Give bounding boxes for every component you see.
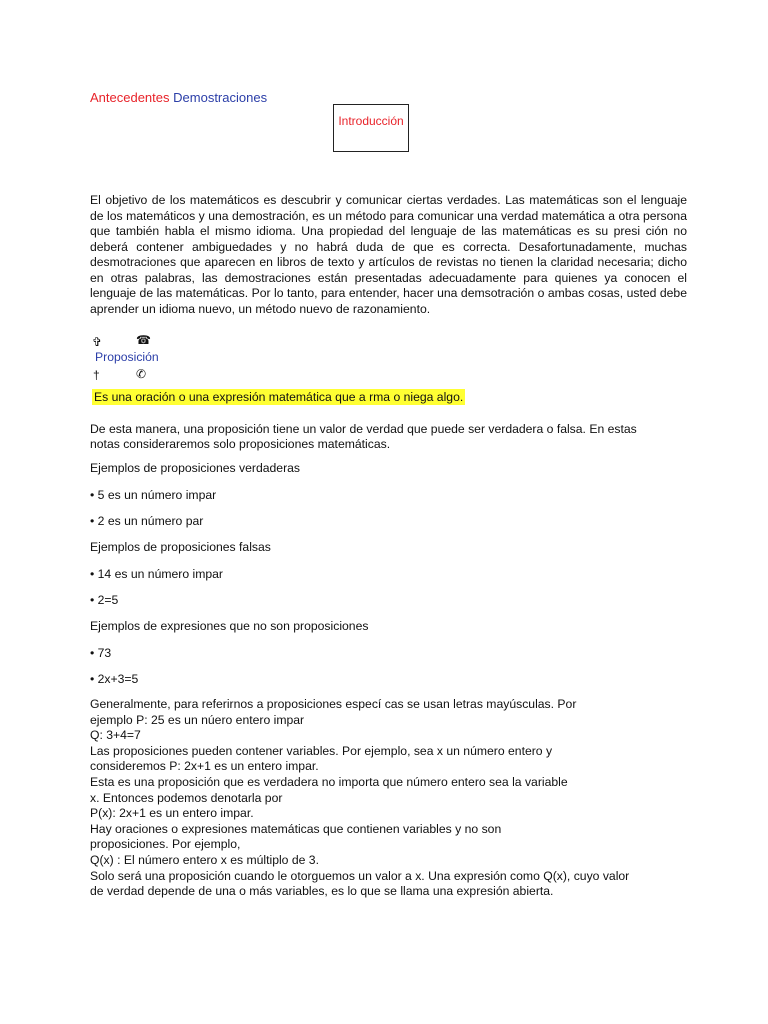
text-line: Generalmente, para referirnos a proposiciones especí cas se usan letras mayúsculas. Por bbox=[90, 697, 577, 711]
nav-link-demostraciones[interactable]: Demostraciones bbox=[173, 90, 268, 105]
cross-symbol-icon: ✞ bbox=[92, 335, 103, 349]
text-line: Q(x) : El número entero x es múltiplo de 3. bbox=[90, 852, 319, 867]
text-line: Q: 3+4=7 bbox=[90, 728, 141, 743]
proposicion-label: Proposición bbox=[95, 350, 159, 364]
text-line: de verdad depende de una o más variables, es lo que se llama una expresión abierta. bbox=[90, 884, 554, 899]
text-line: x. Entonces podemos denotarla por bbox=[90, 790, 283, 805]
list-item: • 2x+3=5 bbox=[90, 672, 139, 686]
text-line: Hay oraciones o expresiones matemáticas que contienen variables y no son bbox=[90, 821, 502, 836]
para2-line1: De esta manera, una proposición tiene un valor de verdad que puede ser verdadera o falsa. En estas bbox=[90, 422, 637, 436]
text-line: ejemplo P: 25 es un núero entero impar bbox=[90, 712, 305, 727]
telephone-icon: ☎ bbox=[136, 333, 151, 347]
false-examples-heading: Ejemplos de proposiciones falsas bbox=[90, 540, 271, 554]
dagger-icon: † bbox=[93, 368, 100, 382]
final-section bbox=[90, 697, 650, 900]
text-line: Las proposiciones pueden contener variables. Por ejemplo, sea x un número entero y bbox=[90, 743, 553, 758]
text-line: proposiciones. Por ejemplo, bbox=[90, 837, 241, 852]
list-item: • 2=5 bbox=[90, 593, 119, 607]
nonprop-examples-heading: Ejemplos de expresiones que no son proposiciones bbox=[90, 619, 369, 633]
definition-highlight: Es una oración o una expresión matemática que a rma o niega algo. bbox=[94, 390, 464, 404]
phone-receiver-icon: ✆ bbox=[136, 367, 147, 381]
introduccion-box[interactable]: Introducción bbox=[333, 104, 409, 152]
text-line: P(x): 2x+1 es un entero impar. bbox=[90, 806, 254, 821]
text-line: Esta es una proposición que es verdadera no importa que número entero sea la variable bbox=[90, 774, 568, 789]
intro-paragraph: El objetivo de los matemáticos es descubrir y comunicar ciertas verdades. Las matemáticas son el lenguaje de los matemáticos y una demostración, es un método para comunicar una verdad matemática a otra persona que también habla el mismo idioma. Una propiedad del lenguaje de las matemáticas es su presi ción no deberá contener ambiguedades y no habrá duda de que es correcta. Desafortunadamente, muchas desmotraciones que aparecen en libros de texto y artículos de revistas no tienen la claridad necesaria; dicho en otras palabras, las demostraciones están presentadas adecuadamente para quienes ya conocen el lenguaje de las matemáticas. Por lo tanto, para entender, hacer una demsotración o ambas cosas, usted debe aprender un idioma nuevo, un método nuevo de razonamiento. bbox=[90, 193, 687, 316]
list-item: • 5 es un número impar bbox=[90, 488, 217, 502]
text-line: consideremos P: 2x+1 es un entero impar. bbox=[90, 759, 319, 774]
breadcrumb-nav bbox=[90, 90, 267, 106]
text-line: Solo será una proposición cuando le otorguemos un valor a x. Una expresión como Q(x), cuyo valor bbox=[90, 868, 630, 883]
nav-link-antecedentes[interactable]: Antecedentes bbox=[90, 90, 170, 105]
true-examples-heading: Ejemplos de proposiciones verdaderas bbox=[90, 461, 301, 475]
list-item: • 2 es un número par bbox=[90, 514, 204, 528]
list-item: • 73 bbox=[90, 646, 112, 660]
para2-line2: notas consideraremos solo proposiciones matemáticas. bbox=[90, 437, 391, 451]
list-item: • 14 es un número impar bbox=[90, 567, 223, 581]
